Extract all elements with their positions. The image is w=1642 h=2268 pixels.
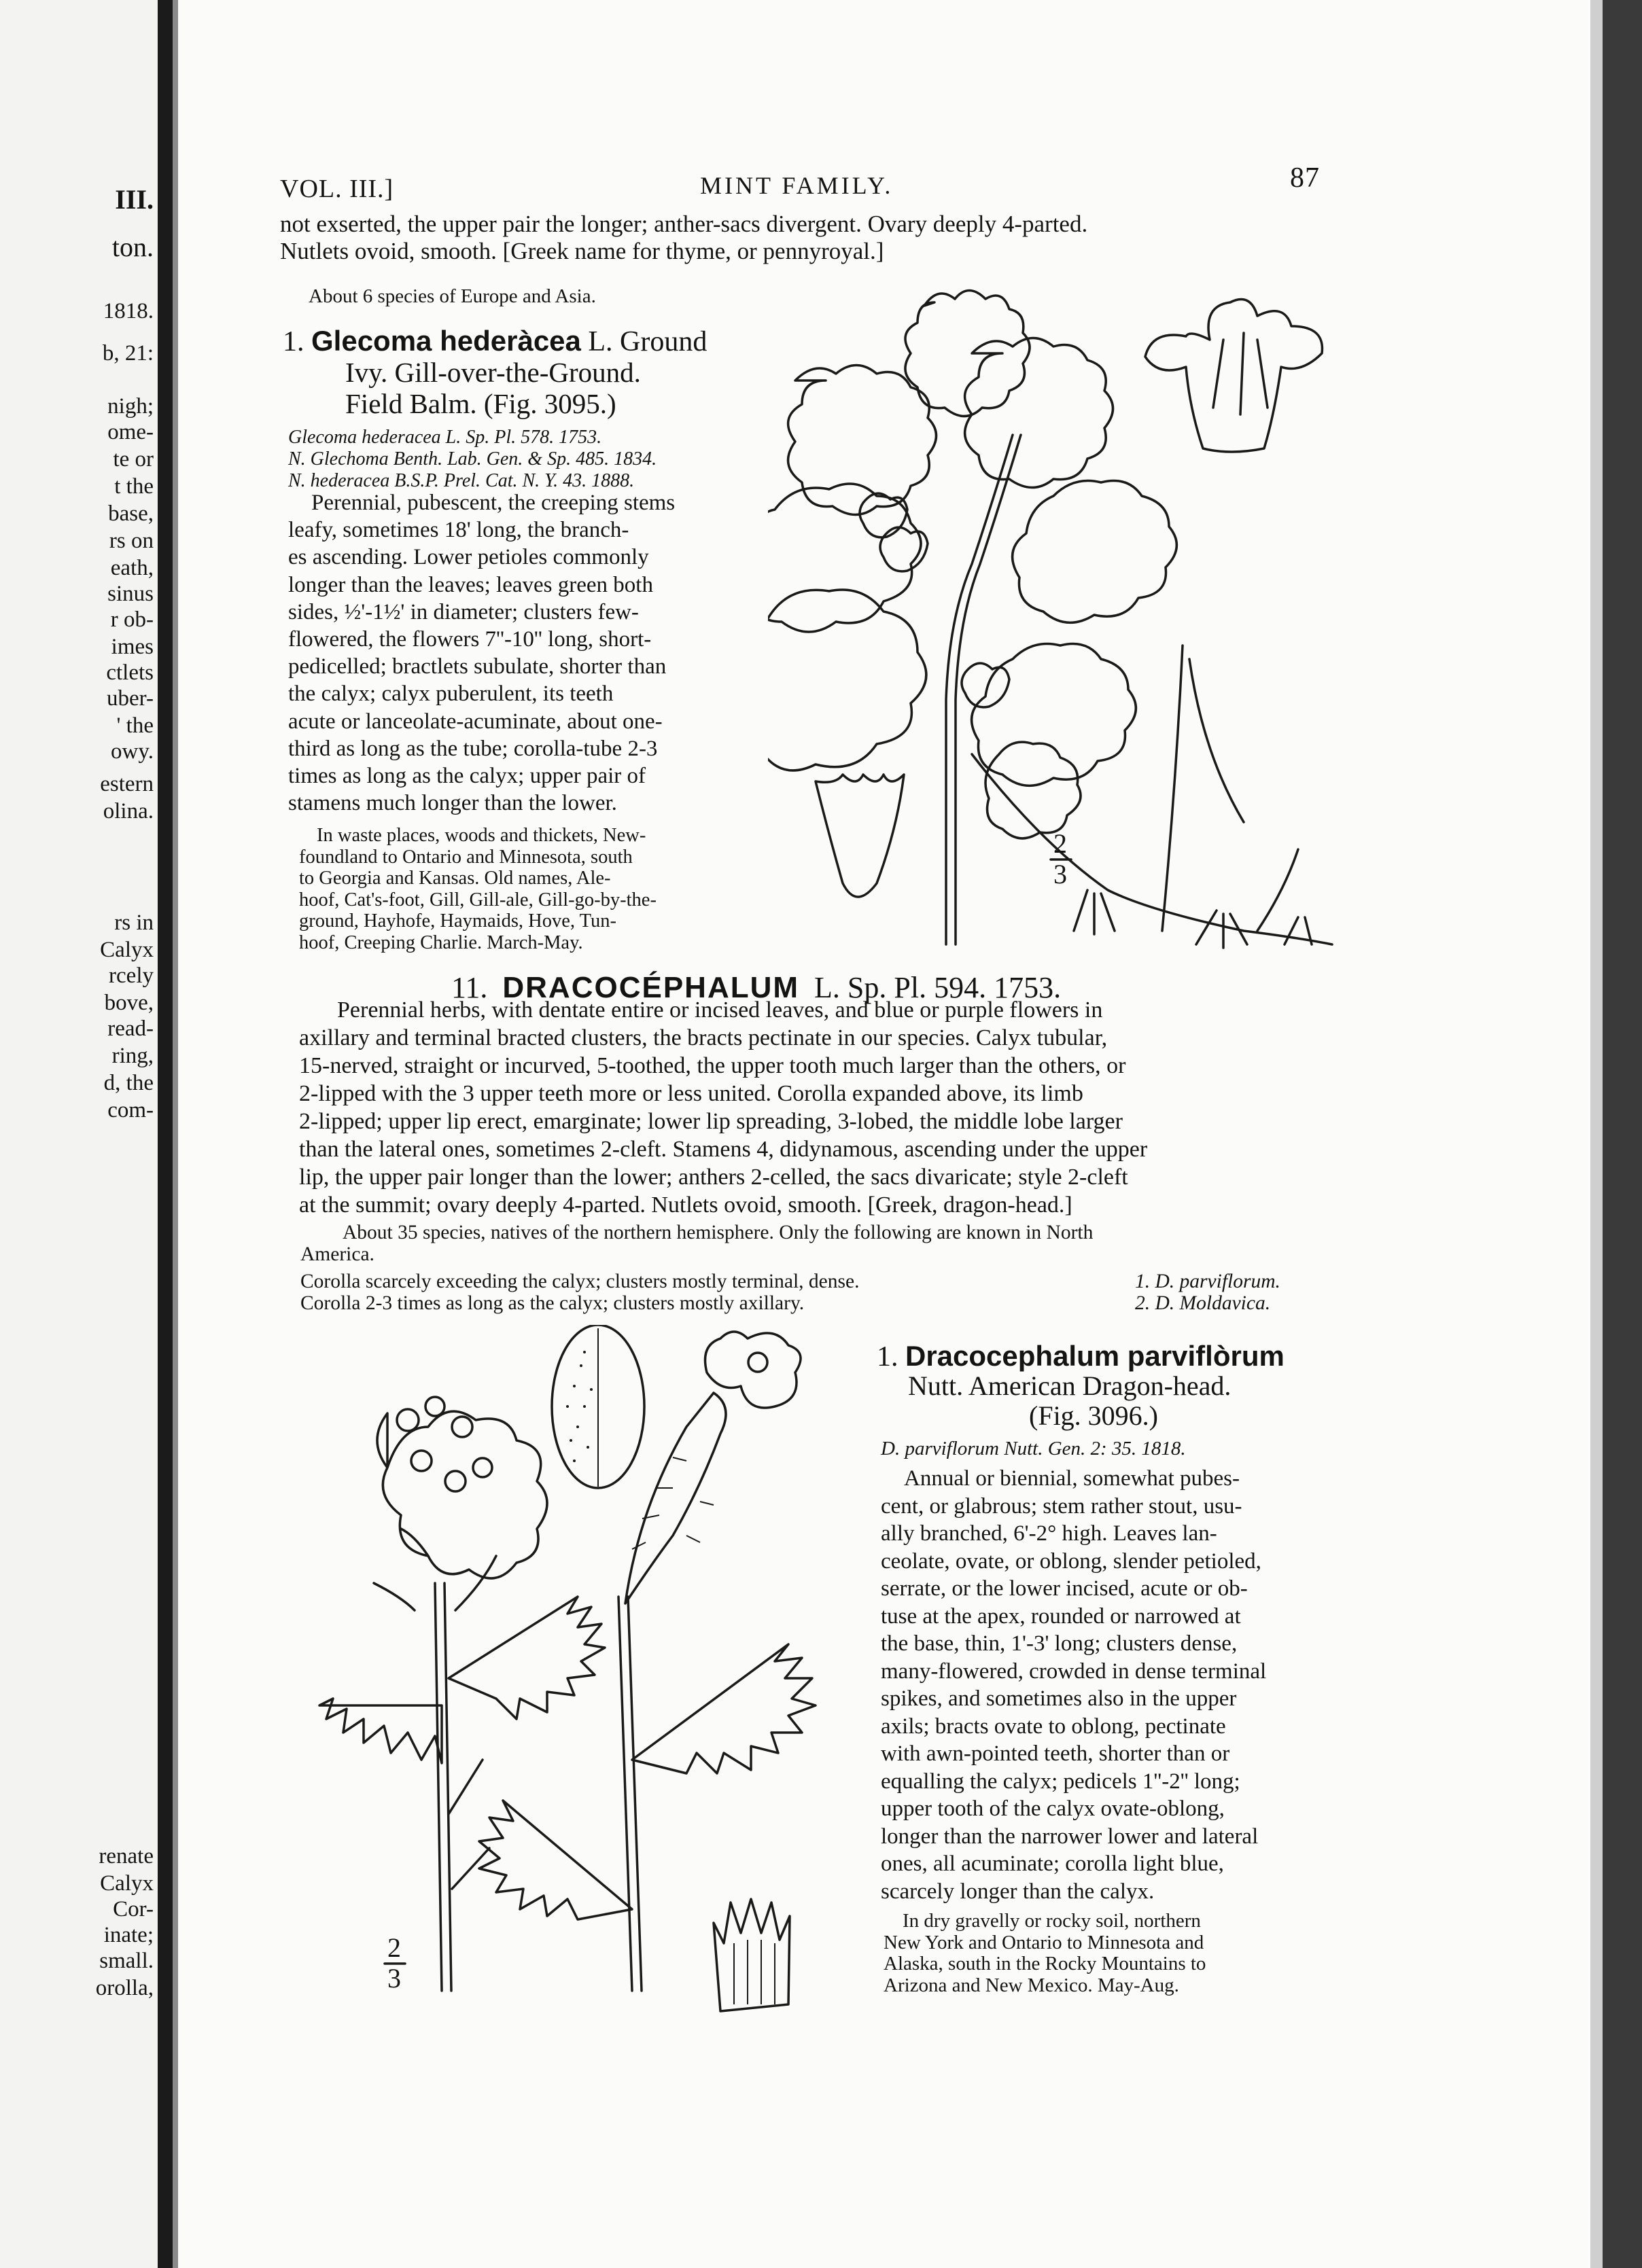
- genus-heading: 11. DRACOCÉPHALUM L. Sp. Pl. 594. 1753.: [451, 971, 1062, 1004]
- species2-name: Dracocephalum parviflòrum: [905, 1340, 1285, 1372]
- left-page-text-fragment: com-: [107, 1098, 154, 1122]
- fig3096-scale-bottom: 3: [387, 1963, 401, 1994]
- left-page-text-fragment: r ob-: [110, 607, 154, 632]
- left-page-text-fragment: inate;: [103, 1923, 154, 1947]
- page-edge: [1590, 0, 1603, 2268]
- synonym-line: N. hederacea B.S.P. Prel. Cat. N. Y. 43. 1888.: [288, 470, 635, 491]
- left-page-text-fragment: uber-: [107, 686, 154, 711]
- left-page-text-fragment: estern: [100, 772, 154, 796]
- left-page-text-fragment: owy.: [111, 739, 154, 764]
- key-ref-1: 1. D. parviflorum.: [1135, 1271, 1280, 1292]
- left-page-text-fragment: d, the: [103, 1071, 154, 1095]
- key-entry-1: Corolla scarcely exceeding the calyx; clusters mostly terminal, dense.: [300, 1271, 860, 1292]
- species2-habitat: In dry gravelly or rocky soil, northern New York and Ontario to Minnesota and Alaska, south in the Rocky Mountains to Arizona and New Mexico. May-Aug.: [884, 1910, 1206, 1996]
- left-page-text-fragment: b, 21:: [102, 341, 154, 366]
- left-page-text-fragment: ' the: [116, 713, 154, 738]
- left-page-text-fragment: Calyx: [100, 1871, 154, 1896]
- species1-habitat: In waste places, woods and thickets, New- foundland to Ontario and Minnesota, south to Georgia and Kansas. Old names, Ale- hoof, Cat's-foot, Gill, Gill-ale, Gill-go-by-the- ground, Hayhofe, Haymaids, Hove, Tun- hoof, Creeping Charlie. March-May.: [299, 825, 657, 953]
- page-edge-dark: [1603, 0, 1642, 2268]
- volume-label: VOL. III.]: [280, 175, 394, 203]
- left-page-text-fragment: Cor-: [113, 1897, 154, 1921]
- genus-species-note: About 6 species of Europe and Asia.: [309, 285, 596, 307]
- genus-name: DRACOCÉPHALUM: [502, 971, 800, 1004]
- key-entry-2: Corolla 2-3 times as long as the calyx; clusters mostly axillary.: [300, 1292, 805, 1314]
- species2-description: Annual or biennial, somewhat pubes- cent, or glabrous; stem rather stout, usu- ally branched, 6'-2° high. Leaves lan- ceolate, ovate, or oblong, slender petioled, serrate, or the lower incised, acute or ob- tuse at the apex, rounded or narrowed at the base, thin, 1'-3' long; clusters dense, many-flowered, crowded in dense terminal spikes, and sometimes also in the upper axils; bracts ovate to oblong, pectinate with awn-pointed teeth, shorter than or equalling the calyx; pedicels 1''-2'' long; upper tooth of the calyx ovate-oblong, longer than the narrower lower and lateral ones, all acuminate; corolla light blue, scarcely longer than the calyx.: [881, 1466, 1267, 1904]
- left-page-fragment: [0, 0, 158, 2268]
- left-page-text-fragment: bove,: [104, 991, 154, 1015]
- genus-note: About 35 species, natives of the northern hemisphere. Only the following are known in North America.: [300, 1222, 1094, 1265]
- left-page-text-fragment: small.: [99, 1949, 154, 1973]
- fig3095-scale-bottom: 3: [1053, 859, 1067, 889]
- key-ref-2: 2. D. Moldavica.: [1135, 1292, 1271, 1314]
- synonym-line: N. Glechoma Benth. Lab. Gen. & Sp. 485. 1834.: [288, 448, 657, 469]
- fig3096-scale-top: 2: [387, 1932, 401, 1963]
- intro-text: [280, 211, 1087, 265]
- fig3095-scale-top: 2: [1053, 828, 1067, 859]
- gutter-shadow: [173, 0, 178, 2268]
- genus-description: Perennial herbs, with dentate entire or incised leaves, and blue or purple flowers in axillary and terminal bracted clusters, the bracts pectinate in our species. Calyx tubular, 15-nerved, straight or incurved, 5-toothed, the upper tooth much larger than the others, or 2-lipped with the 3 upper teeth more or less united. Corolla expanded above, its limb 2-lipped; upper lip erect, emarginate; lower lip spreading, 3-lobed, the middle lobe larger than the lateral ones, sometimes 2-cleft. Stamens 4, didynamous, ascending under the upper lip, the upper pair longer than the lower; anthers 2-celled, the sacs divaricate; style 2-cleft at the summit; ovary deeply 4-parted. Nutlets ovoid, smooth. [Greek, dragon-head.]: [299, 997, 1148, 1218]
- left-page-text-fragment: rcely: [109, 963, 154, 988]
- species1-name: Glecoma hederàcea: [311, 325, 581, 357]
- left-page-text-fragment: olina.: [103, 799, 154, 823]
- left-page-text-fragment: t the: [114, 474, 154, 499]
- figure-3096-illustration: [306, 1325, 863, 2025]
- left-page-text-fragment: III.: [115, 184, 154, 215]
- left-page-text-fragment: ctlets: [106, 660, 154, 685]
- intro-line: Nutlets ovoid, smooth. [Greek name for thyme, or pennyroyal.]: [280, 238, 884, 264]
- left-page-text-fragment: rs on: [109, 529, 154, 553]
- left-page-text-fragment: Calyx: [100, 938, 154, 962]
- species2-common-name: Nutt. American Dragon-head.: [908, 1370, 1232, 1401]
- left-page-text-fragment: sinus: [107, 582, 154, 606]
- species2-heading: 1. Dracocephalum parviflòrum: [877, 1340, 1285, 1372]
- left-page-text-fragment: ton.: [111, 232, 154, 262]
- species2-synonym: D. parviflorum Nutt. Gen. 2: 35. 1818.: [881, 1438, 1186, 1459]
- left-page-text-fragment: orolla,: [95, 1976, 154, 2000]
- left-page-text-fragment: ring,: [111, 1044, 154, 1068]
- left-page-text-fragment: imes: [111, 635, 154, 659]
- running-title: MINT FAMILY.: [700, 172, 894, 199]
- synonym-line: Glecoma hederacea L. Sp. Pl. 578. 1753.: [288, 427, 602, 448]
- left-page-text-fragment: ome-: [107, 420, 154, 444]
- left-page-text-fragment: nigh;: [107, 394, 154, 419]
- species1-figure-ref: Field Balm. (Fig. 3095.): [345, 388, 616, 419]
- page-number: 87: [1290, 162, 1320, 194]
- intro-line: not exserted, the upper pair the longer; anther-sacs divergent. Ovary deeply 4-parted.: [280, 211, 1088, 237]
- species2-figure-ref: (Fig. 3096.): [1029, 1400, 1158, 1431]
- species1-description: Perennial, pubescent, the creeping stems leafy, sometimes 18' long, the branch- es ascending. Lower petioles commonly longer than the leaves; leaves green both sides, ½'-1½' in diameter; clusters few- flowered, the flowers 7''-10'' long, short- pedicelled; bractlets subulate, shorter than the calyx; calyx puberulent, its teeth acute or lanceolate-acuminate, about one- third as long as the tube; corolla-tube 2-3 times as long as the calyx; upper pair of stamens much longer than the lower.: [288, 491, 676, 816]
- species1-heading: 1. Glecoma hederàcea L. Ground: [283, 325, 708, 357]
- left-page-text-fragment: te or: [113, 447, 154, 472]
- species1-synonyms: [288, 427, 657, 492]
- figure-3095-illustration: [768, 279, 1352, 958]
- book-gutter: [158, 0, 173, 2268]
- left-page-text-fragment: 1818.: [103, 299, 154, 323]
- left-page-text-fragment: read-: [107, 1016, 154, 1041]
- left-page-text-fragment: base,: [108, 501, 154, 526]
- species1-common-name: Ivy. Gill-over-the-Ground.: [345, 357, 641, 388]
- species-key: [300, 1271, 859, 1314]
- genus-citation: L. Sp. Pl. 594. 1753.: [814, 971, 1062, 1004]
- left-page-text-fragment: eath,: [110, 556, 154, 580]
- left-page-text-fragment: renate: [99, 1844, 154, 1868]
- left-page-text-fragment: rs in: [114, 910, 154, 935]
- species-key-refs: [1135, 1271, 1280, 1314]
